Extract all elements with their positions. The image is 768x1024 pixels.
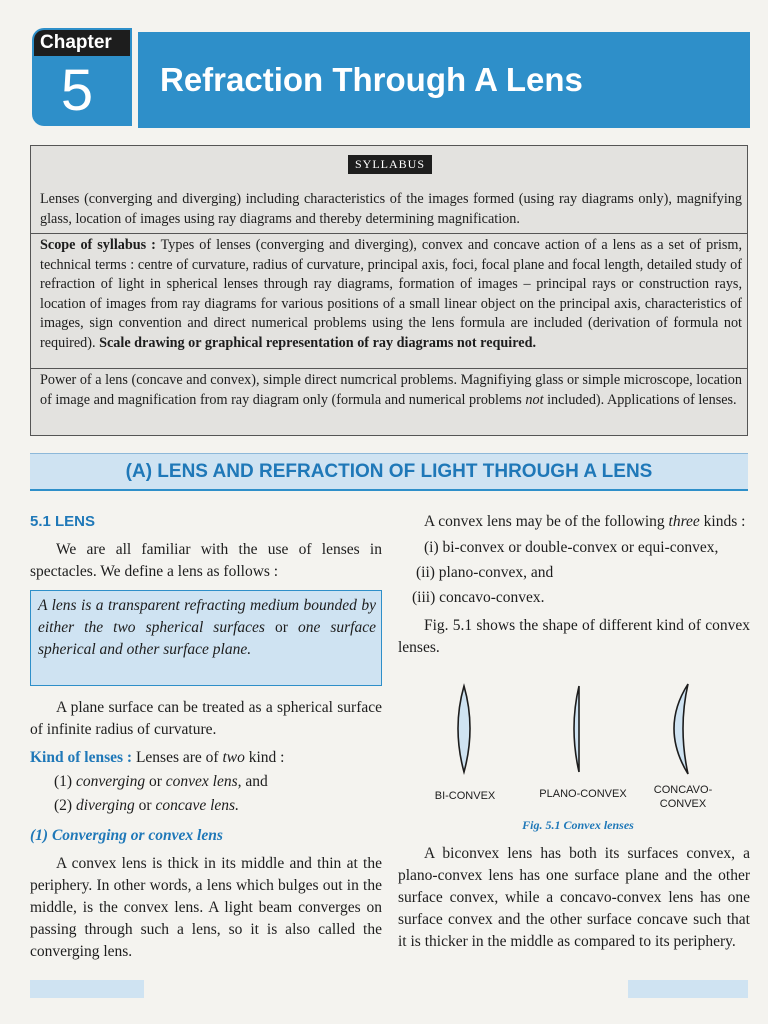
item-end: and xyxy=(241,773,268,790)
label-line: CONCAVO- xyxy=(653,784,713,796)
page-title: Refraction Through A Lens xyxy=(160,61,583,98)
left-column-top xyxy=(30,511,382,583)
intro-text: A convex lens may be of the following xyxy=(424,513,669,530)
power-text: Power of a lens (concave and convex), simple direct numcrical problems. Magnifiying glass or simple microscope, location of image and magnification from ray diagram only (formula and numerical problems xyxy=(40,372,742,408)
figure-ref-para: Fig. 5.1 shows the shape of different kind of convex lenses. xyxy=(398,617,750,656)
plane-surface-para: A plane surface can be treated as a spherical surface of infinite radius of curvature. xyxy=(30,699,382,738)
item-term: converging xyxy=(75,773,146,790)
chapter-number: 5 xyxy=(60,58,94,123)
power-text-end: included). Applications of lenses. xyxy=(543,391,737,408)
kinds-two: two xyxy=(222,749,245,766)
lens-intro: We are all familiar with the use of lenses in spectacles. We define a lens as follows : xyxy=(30,541,382,580)
footer-bar-left xyxy=(30,980,144,998)
convex-lenses-figure xyxy=(398,680,750,780)
scope-label: Scope of syllabus : xyxy=(40,237,156,253)
syllabus-intro: Lenses (converging and diverging) including characteristics of the images formed (using ray diagrams only), magnifying glass, location of images using ray diagrams and thereby determining magnification. xyxy=(40,191,742,227)
item-term: concave lens. xyxy=(155,797,239,814)
label-biconvex: BI-CONVEX xyxy=(434,790,496,802)
intro-text-end: kinds : xyxy=(699,513,746,530)
item-number: (1) xyxy=(54,773,76,790)
syllabus-divider xyxy=(30,368,748,369)
scope-note: Scale drawing or graphical representation of ray diagrams not required. xyxy=(99,334,537,351)
scope-text: Types of lenses (converging and diverging), convex and concave action of a lens as a set of prism, technical terms : centre of curvature, radius of curvature, principal axis, foci, focal plane and focal length, detailed study of refraction of light in spherical lenses through ray diagrams, formation of images – principal rays or construction rays, location of images from ray diagrams for various positions of a small linear object on the principal axis, characteristics of images, sign convention and direct numerical problems using the lens formula are included (derivation of formula not required). xyxy=(40,237,742,351)
definition-part: one surface spherical and other surface plane. xyxy=(38,619,376,658)
convex-list-item: (ii) plano-convex, and xyxy=(416,564,554,581)
definition-part: A lens is a transparent refracting medium bounded by either the two spherical surfaces xyxy=(38,597,376,636)
syllabus-tag: SYLLABUS xyxy=(348,155,432,174)
kinds-line xyxy=(30,747,382,769)
kinds-label: Kind of lenses : xyxy=(30,749,133,766)
power-not: not xyxy=(525,391,544,408)
convex-para: A convex lens is thick in its middle and thin at the periphery. In other words, a lens which bulges out in the middle, is the convex lens. A light beam converges on passing through such a lens, so it is also called the converging lens. xyxy=(30,855,382,960)
label-plano-convex: PLANO-CONVEX xyxy=(539,788,627,800)
item-or: or xyxy=(134,797,156,814)
intro-three: three xyxy=(668,513,700,530)
label-concavo-convex xyxy=(640,783,726,811)
convex-kinds-intro xyxy=(398,511,750,533)
label-line: CONVEX xyxy=(659,798,707,810)
kinds-text: Lenses are of xyxy=(132,749,223,766)
item-number: (2) xyxy=(54,797,76,814)
item-or: or xyxy=(145,773,166,790)
definition-text xyxy=(38,595,376,661)
figure-caption: Fig. 5.1 Convex lenses xyxy=(522,818,634,832)
kind-item-2 xyxy=(30,795,382,817)
definition-or: or xyxy=(275,619,288,636)
syllabus-divider xyxy=(30,233,748,234)
right-column-top xyxy=(398,511,750,659)
concavo-convex-lens xyxy=(674,684,688,774)
item-term: convex lens, xyxy=(165,773,242,790)
convex-types-para: A biconvex lens has both its surfaces convex, a plano-convex lens has one surface plane and the other surface convex, while a concavo-convex lens has one surface convex and the other surface concave such that it is thicker in the middle as compared to its periphery. xyxy=(398,845,750,950)
chapter-label: Chapter xyxy=(34,30,130,56)
biconvex-lens xyxy=(458,686,470,772)
convex-subheading: (1) Converging or convex lens xyxy=(30,827,223,844)
lens-heading: 5.1 LENS xyxy=(30,513,96,530)
kinds-text-end: kind : xyxy=(244,749,285,766)
plano-convex-lens xyxy=(574,686,579,772)
syllabus-scope xyxy=(40,236,742,353)
item-term: diverging xyxy=(75,797,135,814)
footer-bar-right xyxy=(628,980,748,998)
kind-item-1 xyxy=(30,771,382,793)
syllabus-power xyxy=(40,371,742,410)
section-title: (A) LENS AND REFRACTION OF LIGHT THROUGH A LENS xyxy=(125,461,653,482)
convex-list-item: (iii) concavo-convex. xyxy=(412,589,545,606)
right-column-bottom xyxy=(398,843,750,953)
convex-list-item: (i) bi-convex or double-convex or equi-convex, xyxy=(424,539,719,556)
left-column-bottom xyxy=(30,697,382,963)
